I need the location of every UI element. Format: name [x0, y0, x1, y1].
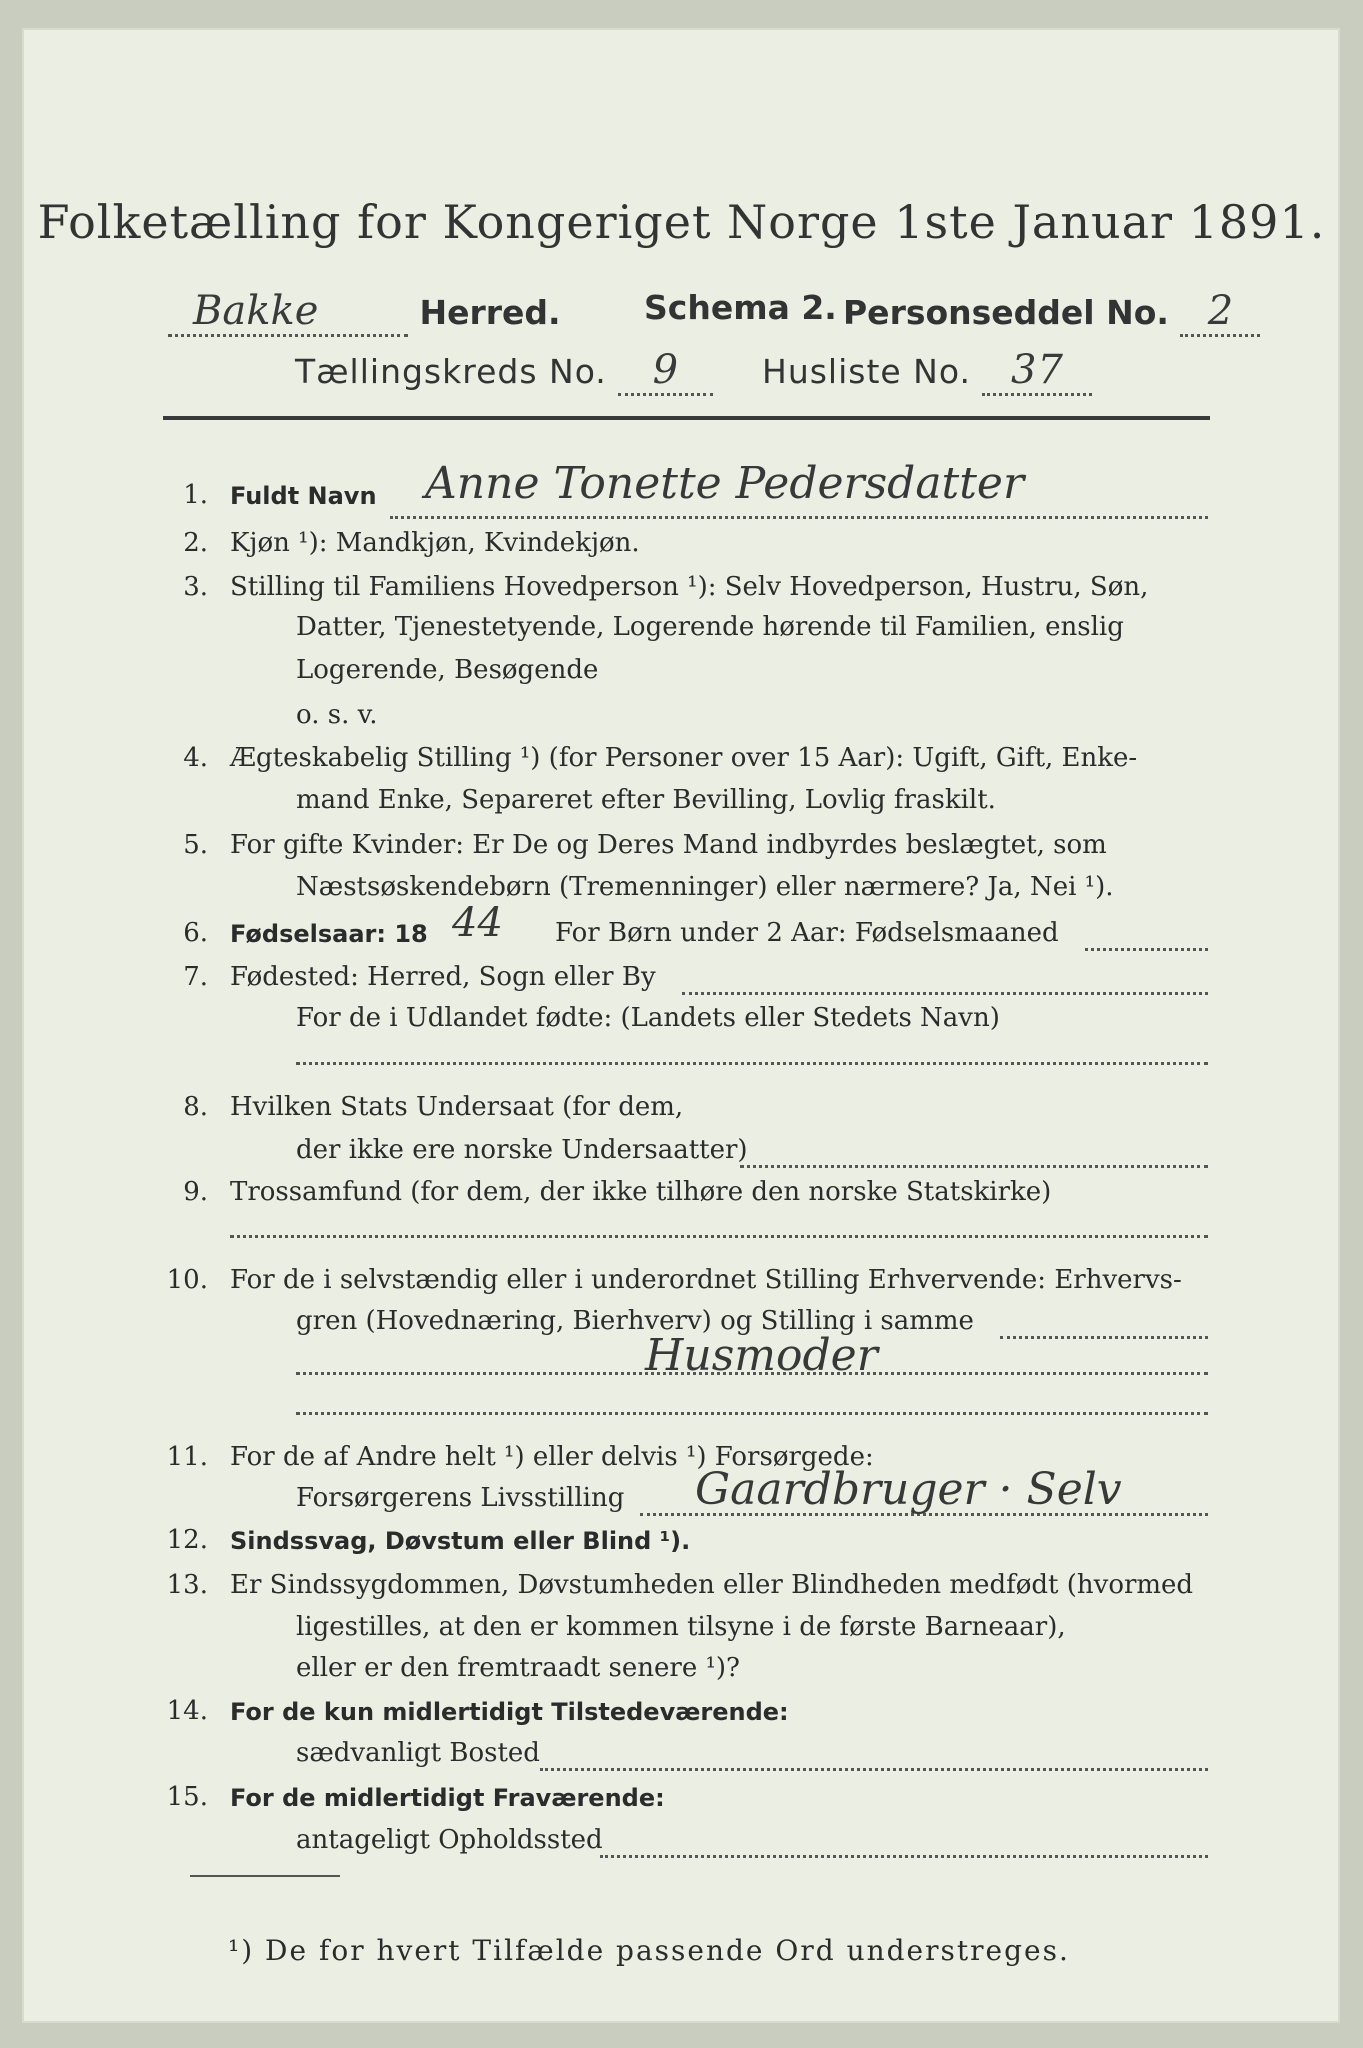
item-10-answer-line	[1000, 1336, 1208, 1339]
herred-label: Herred.	[419, 293, 561, 332]
item-5-line-2: Næstsøskendebørn (Tremenninger) eller nærmere? Ja, Nei ¹).	[296, 872, 1114, 902]
herred-row	[168, 288, 561, 337]
item-11-line-1: For de af Andre helt ¹) eller delvis ¹) Forsørgede:	[230, 1442, 874, 1472]
herred-value: Bakke	[193, 288, 319, 334]
item-14-answer-line	[540, 1768, 1208, 1771]
item-13-line-3: eller er den fremtraadt senere ¹)?	[296, 1653, 740, 1683]
item-10-answer-line-3	[296, 1412, 1208, 1415]
item-number: 12.	[166, 1525, 208, 1555]
item-13-line-2: ligestilles, at den er kommen tilsyne i de første Barneaar),	[296, 1612, 1066, 1642]
item-6-label: Fødselsaar: 18	[230, 920, 428, 948]
item-10-line-2: gren (Hovednæring, Bierhverv) og Stilling i samme	[296, 1306, 974, 1336]
item-7-line-1: Fødested: Herred, Sogn eller By	[230, 962, 656, 992]
item-14-line-2: sædvanligt Bosted	[296, 1738, 540, 1768]
item-9-text: Trossamfund (for dem, der ikke tilhøre den norske Statskirke)	[230, 1177, 1052, 1207]
item-6-answer-line	[1085, 948, 1208, 951]
item-11-answer: Gaardbruger · Selv	[695, 1464, 1122, 1515]
item-15-answer-line	[600, 1855, 1208, 1858]
item-number: 9.	[183, 1177, 208, 1207]
husliste-value: 37	[1011, 347, 1064, 393]
item-number: 6.	[183, 918, 208, 948]
item-7-answer-line	[682, 992, 1208, 995]
footnote: ¹) De for hvert Tilfælde passende Ord understreges.	[228, 1934, 1070, 1967]
kreds-value: 9	[652, 347, 680, 393]
footnote-divider	[190, 1875, 340, 1877]
item-1-label: Fuldt Navn	[230, 482, 377, 510]
item-number: 7.	[183, 962, 208, 992]
item-10-answer: Husmoder	[645, 1330, 878, 1381]
item-number: 1.	[183, 480, 208, 510]
item-3-line-1: Stilling til Familiens Hovedperson ¹): Selv Hovedperson, Hustru, Søn,	[230, 572, 1149, 602]
item-5-line-1: For gifte Kvinder: Er De og Deres Mand indbyrdes beslægtet, som	[230, 830, 1107, 860]
item-number: 3.	[183, 572, 208, 602]
item-9-answer-line	[230, 1235, 1208, 1238]
item-3-line-2: Datter, Tjenestetyende, Logerende hørende til Familien, enslig	[296, 612, 1124, 642]
item-number: 2.	[183, 528, 208, 558]
form-title: Folketælling for Kongeriget Norge 1ste Januar 1891.	[37, 195, 1326, 249]
personseddel-label: Personseddel No.	[843, 293, 1169, 332]
item-7-answer-line-2	[296, 1062, 1208, 1065]
item-7-line-2: For de i Udlandet fødte: (Landets eller Stedets Navn)	[296, 1003, 1000, 1033]
item-10-line-1: For de i selvstændig eller i underordnet Stilling Erhvervende: Erhvervs-	[230, 1265, 1182, 1295]
personseddel-row	[843, 288, 1260, 337]
schema-label: Schema 2.	[644, 288, 837, 327]
item-number: 4.	[183, 743, 208, 773]
item-3-line-4: o. s. v.	[296, 700, 378, 730]
item-6-answer: 44	[452, 900, 503, 946]
kreds-row	[295, 347, 713, 396]
item-11-line-2: Forsørgerens Livsstilling	[296, 1483, 625, 1513]
item-number: 14.	[166, 1696, 208, 1726]
item-8-answer-line	[740, 1165, 1208, 1168]
husliste-label: Husliste No.	[762, 352, 971, 391]
item-number: 15.	[166, 1782, 208, 1812]
item-15-line-2: antageligt Opholdssted	[296, 1825, 603, 1855]
item-12-text: Sindssvag, Døvstum eller Blind ¹).	[230, 1527, 691, 1555]
header-divider	[163, 416, 1210, 420]
personseddel-value: 2	[1207, 288, 1234, 334]
item-10-answer-line-2	[296, 1372, 1208, 1375]
item-8-line-2: der ikke ere norske Undersaatter)	[296, 1135, 748, 1165]
item-number: 11.	[166, 1442, 208, 1472]
item-1-answer-line	[390, 516, 1208, 519]
item-6-text-2: For Børn under 2 Aar: Fødselsmaaned	[555, 918, 1059, 948]
item-3-line-3: Logerende, Besøgende	[296, 655, 599, 685]
item-1-answer: Anne Tonette Pedersdatter	[425, 458, 1024, 509]
item-13-line-1: Er Sindssygdommen, Døvstumheden eller Blindheden medfødt (hvormed	[230, 1570, 1194, 1600]
item-8-line-1: Hvilken Stats Undersaat (for dem,	[230, 1092, 684, 1122]
item-14-line-1: For de kun midlertidigt Tilstedeværende:	[230, 1698, 789, 1726]
item-15-line-1: For de midlertidigt Fraværende:	[230, 1784, 665, 1812]
item-number: 13.	[166, 1570, 208, 1600]
item-2-text: Kjøn ¹): Mandkjøn, Kvindekjøn.	[230, 528, 640, 558]
kreds-label: Tællingskreds No.	[295, 352, 607, 391]
item-number: 8.	[183, 1092, 208, 1122]
husliste-row	[762, 347, 1092, 396]
item-4-line-2: mand Enke, Separeret efter Bevilling, Lovlig fraskilt.	[296, 785, 996, 815]
item-number: 10.	[166, 1265, 208, 1295]
item-4-line-1: Ægteskabelig Stilling ¹) (for Personer over 15 Aar): Ugift, Gift, Enke-	[230, 743, 1138, 773]
item-number: 5.	[183, 830, 208, 860]
